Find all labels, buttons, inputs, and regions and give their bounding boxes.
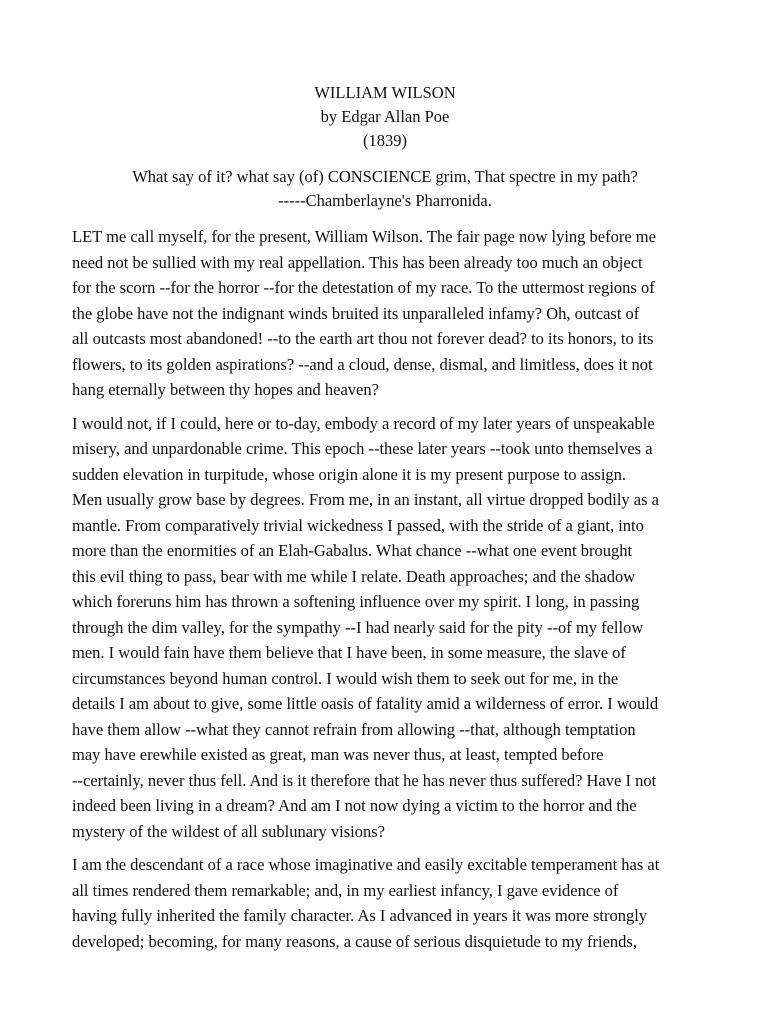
text-line: --certainly, never thus fell. And is it therefore that he has never thus suffered? Have I not	[72, 770, 657, 790]
text-line: men. I would fain have them believe that I have been, in some measure, the slave of	[72, 643, 626, 662]
text-line: for the scorn --for the horror --for the detestation of my race. To the uttermost regions of	[72, 278, 655, 297]
text-line: the globe have not the indignant winds bruited its unparalleled infamy? Oh, outcast of	[72, 303, 640, 323]
text-line: LET me call myself, for the present, William Wilson. The fair page now lying before me	[72, 227, 656, 246]
paragraph	[72, 852, 698, 954]
title-block	[72, 81, 698, 153]
text-line: all outcasts most abandoned! --to the earth art thou not forever dead? to its honors, to its	[72, 329, 654, 348]
text-line: need not be sullied with my real appellation. This has been already too much an object	[72, 252, 643, 272]
text-line: mantle. From comparatively trivial wickedness I passed, with the stride of a giant, into	[72, 515, 644, 535]
paragraph	[72, 411, 698, 845]
text-line: indeed been living in a dream? And am I not now dying a victim to the horror and the	[72, 796, 637, 815]
text-line: which foreruns him has thrown a softening influence over my spirit. I long, in passing	[72, 592, 640, 611]
text-line: details I am about to give, some little oasis of fatality amid a wilderness of error. I would	[72, 694, 659, 713]
body-text	[72, 224, 698, 954]
text-line: have them allow --what they cannot refrain from allowing --that, although temptation	[72, 719, 636, 739]
text-line: I am the descendant of a race whose imaginative and easily excitable temperament has at	[72, 855, 660, 874]
text-line: mystery of the wildest of all sublunary visions?	[72, 821, 385, 841]
author-line: by Edgar Allan Poe	[320, 107, 450, 126]
text-line: through the dim valley, for the sympathy --I had nearly said for the pity --of my fellow	[72, 617, 644, 637]
text-line: Men usually grow base by degrees. From me, in an instant, all virtue dropped bodily as a	[72, 490, 659, 509]
text-line: sudden elevation in turpitude, whose origin alone it is my present purpose to assign.	[72, 464, 627, 484]
document-page	[72, 81, 698, 962]
epigraph	[72, 165, 698, 213]
text-line: having fully inherited the family character. As I advanced in years it was more strongly	[72, 906, 648, 925]
text-line: misery, and unpardonable crime. This epoch --these later years --took unto themselves a	[72, 439, 653, 458]
document-title: WILLIAM WILSON	[314, 83, 456, 102]
text-line: all times rendered them remarkable; and, in my earliest infancy, I gave evidence of	[72, 880, 619, 900]
epigraph-quote: What say of it? what say (of) CONSCIENCE grim, That spectre in my path?	[132, 167, 638, 186]
text-line: hang eternally between thy hopes and heaven?	[72, 380, 379, 399]
epigraph-attribution: -----Chamberlayne's Pharronida.	[278, 191, 492, 210]
text-line: more than the enormities of an Elah-Gabalus. What chance --what one event brought	[72, 541, 633, 560]
text-line: this evil thing to pass, bear with me while I relate. Death approaches; and the shadow	[72, 566, 636, 586]
paragraph	[72, 224, 698, 403]
publication-year: (1839)	[363, 131, 407, 150]
text-line: developed; becoming, for many reasons, a cause of serious disquietude to my friends,	[72, 931, 637, 951]
text-line: I would not, if I could, here or to-day, embody a record of my later years of unspeakable	[72, 413, 655, 433]
text-line: circumstances beyond human control. I would wish them to seek out for me, in the	[72, 668, 619, 688]
text-line: flowers, to its golden aspirations? --and a cloud, dense, dismal, and limitless, does it not	[72, 354, 653, 374]
text-line: may have erewhile existed as great, man was never thus, at least, tempted before	[72, 745, 604, 764]
